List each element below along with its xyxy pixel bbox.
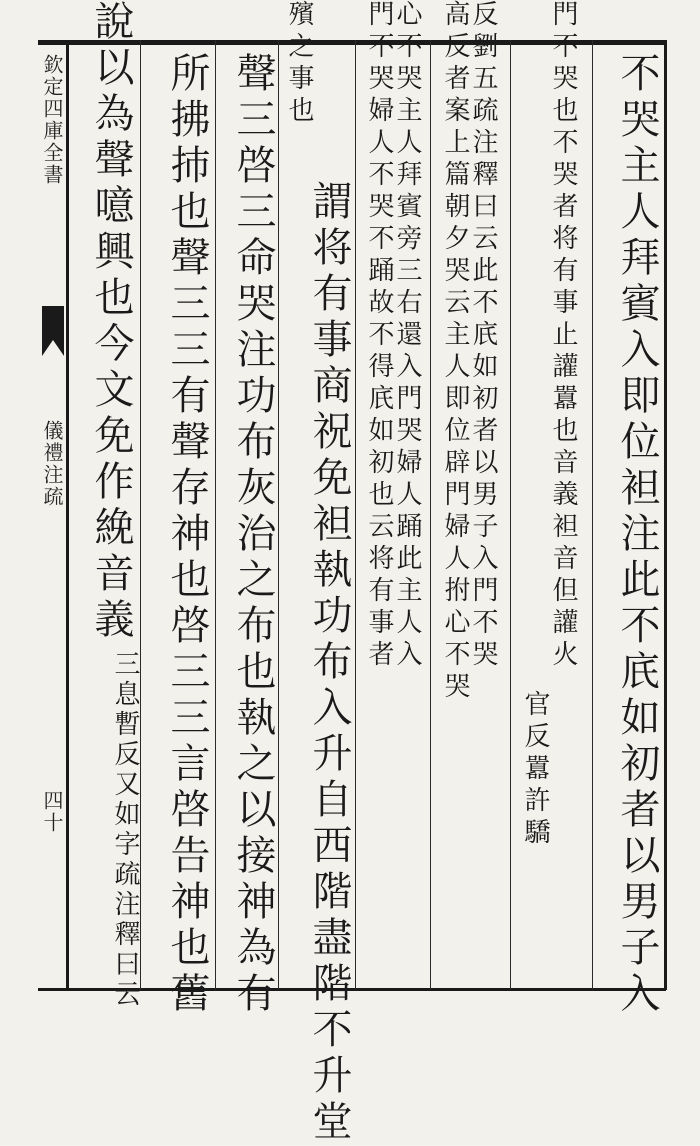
text-column-2 <box>522 0 576 928</box>
text-column-4 <box>366 0 420 928</box>
commentary-line: 殯之事也 <box>284 0 314 128</box>
column-rule <box>355 40 356 990</box>
commentary-line: 高反者案上篇朝夕哭云主人即位辟門婦人拊心不哭 <box>440 0 470 704</box>
left-border <box>66 40 69 990</box>
column-rule <box>140 40 141 990</box>
main-text-line: 謂将有事商祝免袒執功布入升自西階盡階不升堂 <box>306 180 352 1146</box>
commentary-line: 官反囂許驕 <box>520 690 550 850</box>
commentary-line: 門不哭婦人不哭不踊故不得㡳如初也云将有事者 <box>364 0 394 672</box>
margin-book-title: 欽定四庫全書 <box>40 54 64 186</box>
column-rule <box>592 40 593 990</box>
commentary-line: 心不哭主人拜賓旁三右還入門哭婦人踊此主人入 <box>392 0 422 672</box>
column-rule <box>430 40 431 990</box>
commentary-line: 反劉五疏注釋曰云此不㡳如初者以男子入門不哭 <box>468 0 498 672</box>
margin-page-number: 四十 <box>40 790 64 834</box>
text-column-8 <box>74 0 140 1010</box>
text-column-3 <box>442 0 496 928</box>
text-column-6: 聲三啓三命哭注功布灰治之布也執之以接神為有 <box>230 52 276 1018</box>
column-rule <box>278 40 279 990</box>
text-column-5 <box>284 0 352 1146</box>
main-text-line: 說以為聲噫興也今文免作絻音義 <box>88 0 134 644</box>
commentary-line: 三息暫反又如字疏注釋曰云 <box>110 650 140 1010</box>
margin-chapter-title: 儀禮注疏 <box>40 420 64 508</box>
text-column-1: 不哭主人拜賓入即位袒注此不㡳如初者以男子入 <box>614 52 660 1018</box>
commentary-line: 門不哭也不哭者将有事止讙囂也音義袒音但讙火 <box>548 0 578 672</box>
text-column-7: 所拂㧊也聲三三有聲存神也啓三三言啓告神也舊 <box>164 52 210 1018</box>
right-border <box>664 40 667 990</box>
fishtail-mark-icon <box>42 306 64 356</box>
column-rule <box>510 40 511 990</box>
column-rule <box>215 40 216 990</box>
